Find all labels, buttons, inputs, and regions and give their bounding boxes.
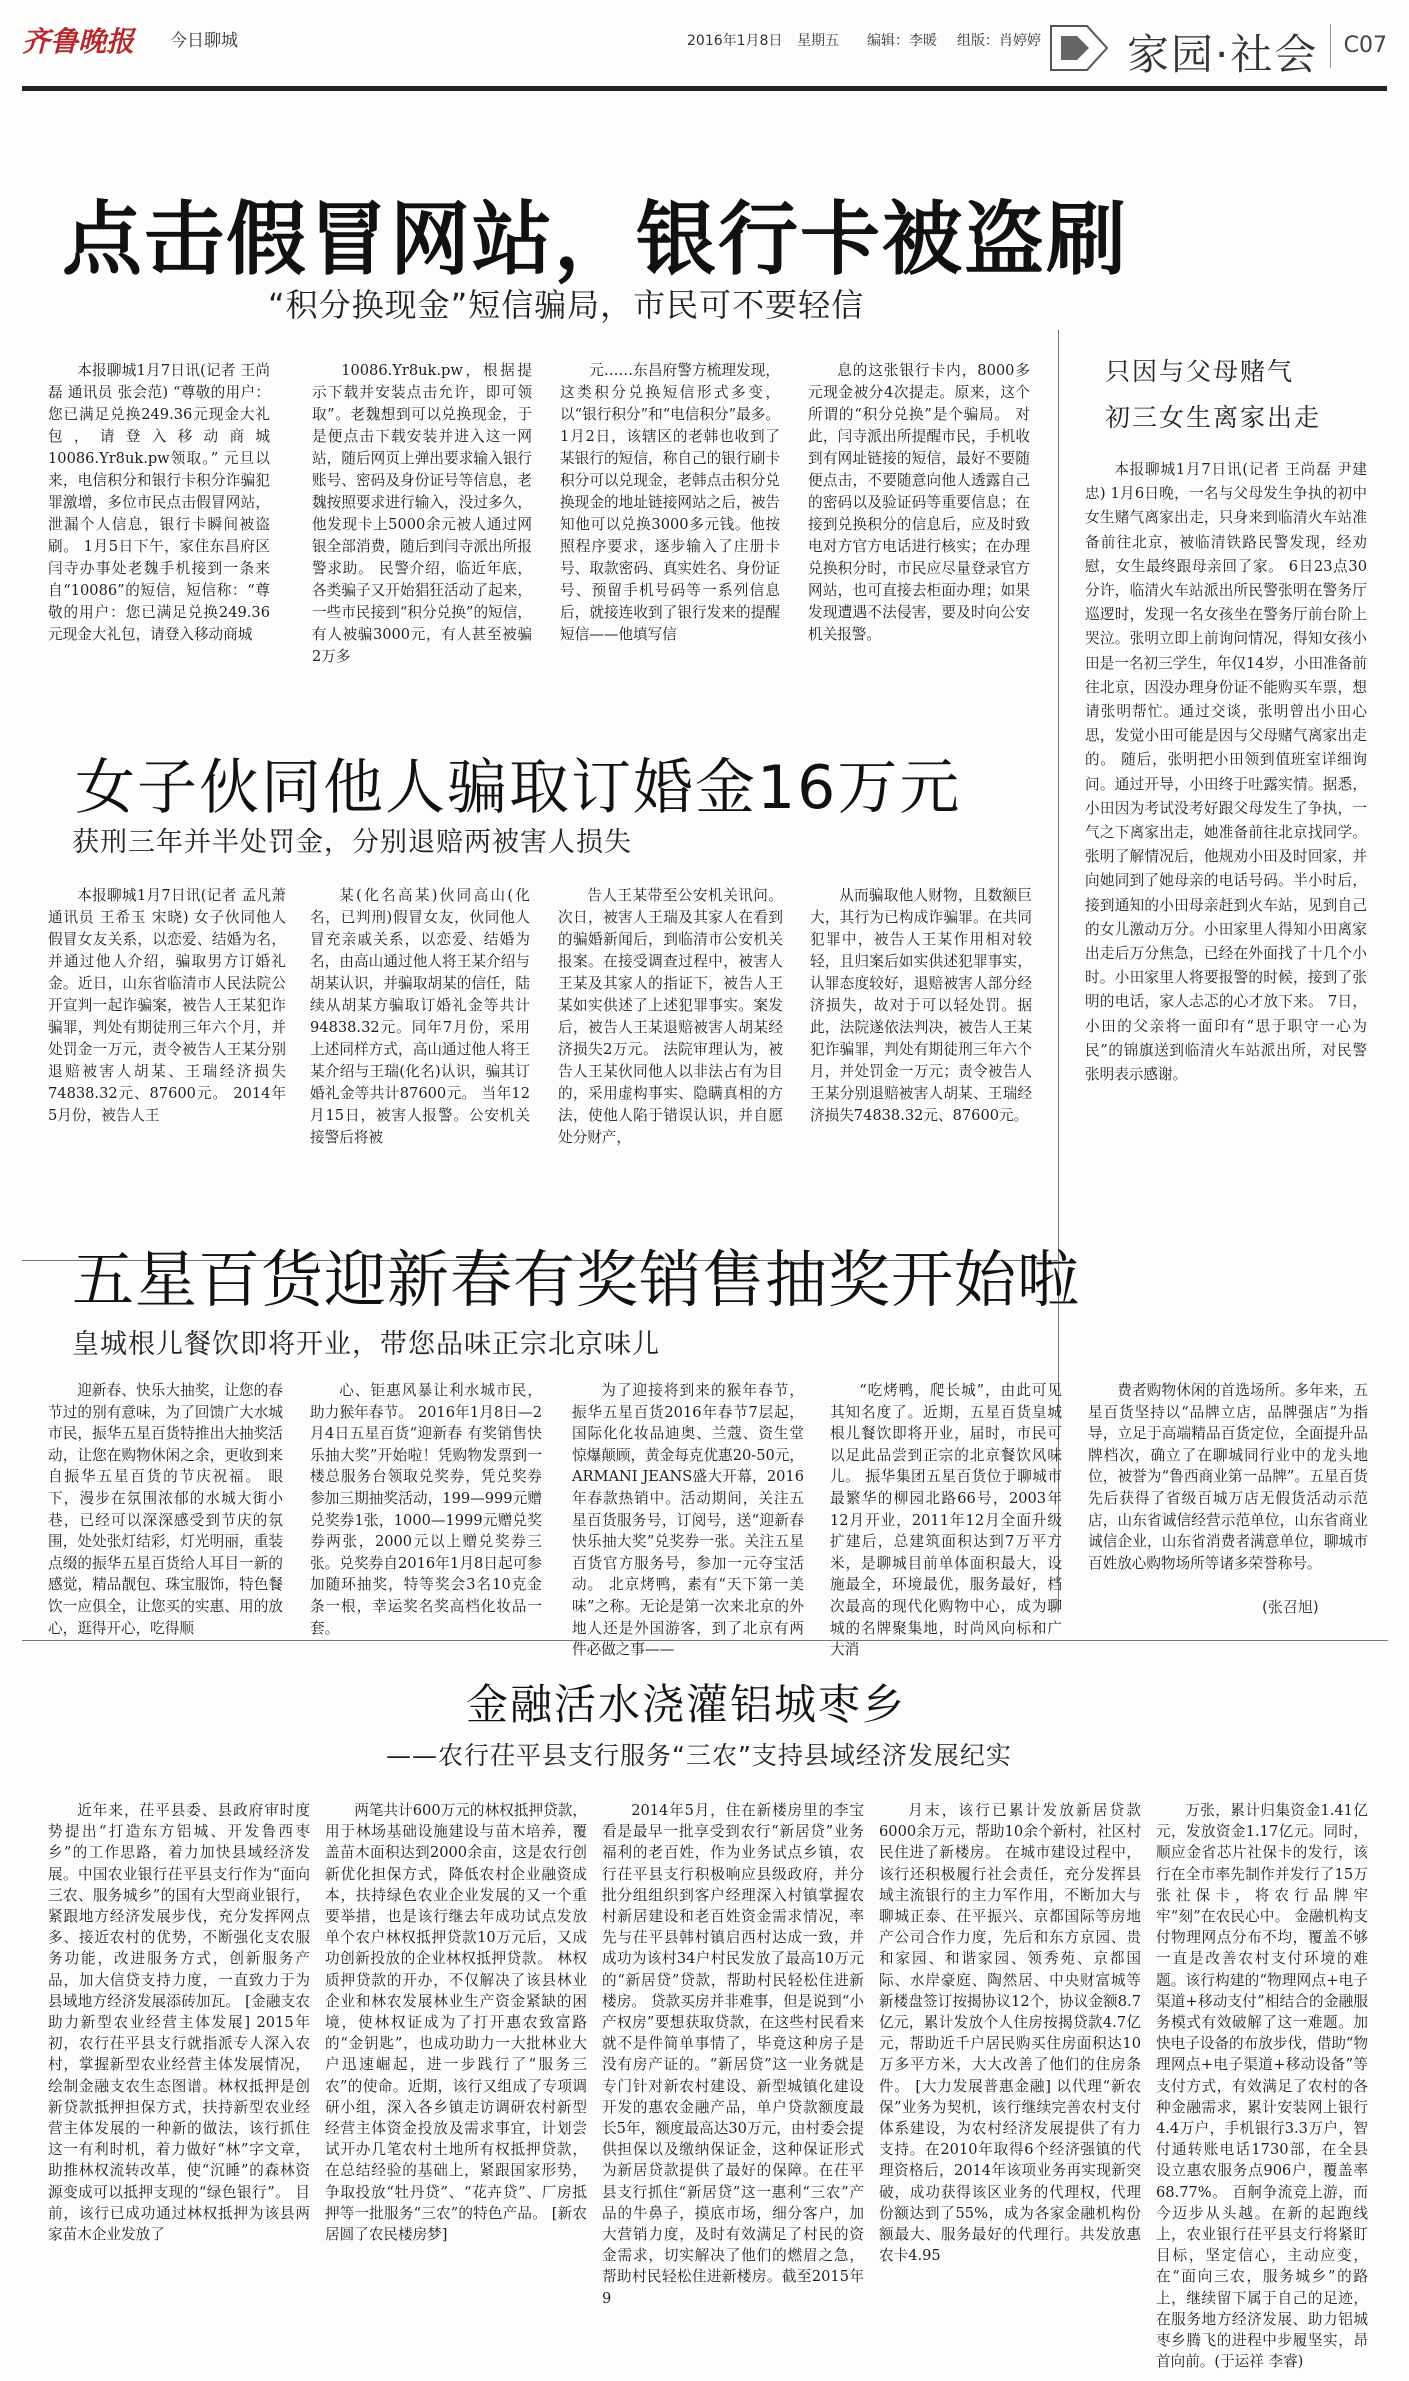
story1-column-3: 元……东昌府警方梳理发现，这类积分兑换短信形式多变，以“银行积分”和“电信积分”最多。 1月2日，该辖区的老韩也收到了某银行的短信，称自己的银行刷卡积分可以兑现金，老韩点击积分兑换现金的地址链接网站之后，被告知他可以兑换3000多元钱。他按照程序要求，逐步输入了庄册卡号、取款密码、真实姓名、身份证号、预留手机号码等一系列信息后，就接连收到了银行发来的提醒短信——他填写信	[560, 362, 780, 643]
story1-headline: 点击假冒网站，银行卡被盗刷	[62, 193, 1128, 286]
page-number: C07	[1330, 24, 1387, 68]
issue-weekday: 星期五	[797, 33, 839, 49]
story1-column-2: 10086.Yr8uk.pw，根据提示下载并安装点击允许，即可领取”。老魏想到可以兑换现金，于是便点击下载安装并进入这一网站，随后网页上弹出要求输入银行账号、密码及身份证号等信息，老魏按照要求进行输入，没过多久，他发现卡上5000余元被人通过网银全部消费，随后到闫寺派出所报警求助。 民警介绍，临近年底，各类骗子又开始猖狂活动了起来，一些市民接到“积分兑换”的短信，有人被骗3000元，有人甚至被骗2万多	[312, 362, 532, 665]
story2-subheadline: 获刑三年并半处罚金，分别退赔两被害人损失	[72, 827, 632, 858]
story1-column-1: 本报聊城1月7日讯(记者 王尚磊 通讯员 张会范) “尊敬的用户：您已满足兑换249.36元现金大礼包，请登入移动商城10086.Yr8uk.pw领取。” 元旦以来，电信积分和银行卡积分诈骗犯罪激增，多位市民点击假冒网站，泄漏个人信息，银行卡瞬间被盗刷。 1月5日下午，家住东昌府区闫寺办事处老魏手机接到一条来自“10086”的短信，短信称：“尊敬的用户：您已满足兑换249.36元现金大礼包，请登入移动商城	[48, 362, 270, 643]
masthead-rule	[22, 86, 1387, 91]
section-tag: 今日聊城	[170, 31, 238, 51]
section-title: 家园·社会	[1127, 30, 1319, 79]
sidebar-title-line1: 只因与父母赌气	[1105, 357, 1295, 386]
story1-subheadline: “积分换现金”短信骗局，市民可不要轻信	[268, 286, 865, 324]
story3-bottom-rule	[22, 1640, 1388, 1641]
editor-credit: 编辑：李暖	[867, 33, 937, 49]
issue-date: 2016年1月8日	[687, 33, 783, 49]
story1-column-4: 息的这张银行卡内，8000多元现金被分4次提走。原来，这个所谓的“积分兑换”是个骗局。 对此，闫寺派出所提醒市民，手机收到有网址链接的短信，最好不要随便点击，不要随意向他人透露自己的密码以及验证码等重要信息；在接到兑换积分的信息后，应及时致电对方官方电话进行核实；在办理兑换积分时，市民应尽量登录官方网站，也可直接去柜面办理；如果发现遭遇不法侵害，要及时向公安机关报警。	[808, 362, 1030, 643]
story4-column-4: 月末，该行已累计发放新居贷款6000余万元，帮助10余个新村，社区村民住进了新楼房。 在城市建设过程中，该行还积极履行社会责任，充分发挥县域主流银行的主力军作用，不断加大与聊城正泰、茌平振兴、京都国际等房地产公司合作力度，先后和东方京园、贵和家园、和谐家园、领秀苑、京都国际、水岸豪庭、陶然居、中央财富城等新楼盘签订按揭协议12个，协议金额8.7亿元，累计发放个人住房按揭贷款4.7亿元，帮助近千户居民购买住房面积达10万多平方米，大大改善了他们的住房条件。 [大力发展普惠金融] 以代理“新农保”业务为契机，该行继续完善农村支付体系建设，为农村经济发展提供了有力支持。在2010年取得6个经济强镇的代理资格后，2014年该项业务再实现新突破，成功获得该区业务的代理权，代理份额达到了55%，成为各家金融机构份额最大、服务最好的代理行。共发放惠农卡4.95	[879, 1802, 1141, 2265]
story4-column-3: 2014年5月，住在新楼房里的李宝看是最早一批享受到农行“新居贷”业务福利的老百姓，作为业务试点乡镇，农行茌平县支行积极响应县级政府，并分批分组组织到客户经理深入村镇掌握农村新居建设和老百姓资金需求情况，率先与茌平县韩村镇启西村达成一致，并成功为该村34户村民发放了最高10万元的“新居贷”贷款，帮助村民轻松住进新楼房。 贷款买房并非难事，但是说到“小产权房”要想获取贷款，在这些村民看来就不是件简单事情了，毕竟这种房子是没有房产证的。“新居贷”这一业务就是专门针对新农村建设、新型城镇化建设开发的惠农金融产品，单户贷款额度最长5年，额度最高达30万元，由村委会提供担保以及缴纳保证金，这种保证形式为新居贷款提供了最好的保障。在茌平县支行抓住“新居贷”这一惠利“三农”产品的牛鼻子，摸底市场，细分客户，加大营销力度，及时有效满足了村民的资金需求，切实解决了他们的燃眉之急，帮助村民轻松住进新楼房。截至2015年9	[602, 1802, 864, 2307]
story4-headline: 金融活水浇灌铝城枣乡	[466, 1680, 907, 1729]
story3-column-3: 为了迎接将到来的猴年春节，振华五星百货2016年春节7层起，国际化化妆品迪奥、兰蔻、资生堂惊爆颠顾，黄金每克优惠20-50元，ARMANI JEANS盛大开幕，2016年春款热销中。活动期间，关注五星百货服务号，订阅号，送“迎新春 快乐抽大奖”兑奖券一张。关注五星百货官方服务号，参加一元夺宝活动。 北京烤鸭，素有“天下第一美味”之称。无论是第一次来北京的外地人还是外国游客，到了北京有两件必做之事——	[572, 1382, 804, 1659]
story2-headline: 女子伙同他人骗取订婚金16万元	[75, 753, 962, 823]
sidebar-text: 本报聊城1月7日讯(记者 王尚磊 尹建忠) 1月6日晚，一名与父母发生争执的初中女生赌气离家出走，只身来到临清火车站准备前往北京，被临清铁路民警发现，经劝慰，女生最终跟母亲回了家。 6日23点30分许，临清火车站派出所民警张明在警务厅巡逻时，发现一名女孩坐在警务厅前台阶上哭泣。张明立即上前询问情况，得知女孩小田是一名初三学生，年仅14岁，小田准备前往北京，因没办理身份证不能购买车票，想请张明帮忙。通过交谈，张明曾出小田心思，发觉小田可能是因与父母赌气离家出走的。 随后，张明把小田领到值班室详细询问。通过开导，小田终于吐露实情。据悉，小田因为考试没考好跟父母发生了争执，一气之下离家出走，她准备前往北京找同学。张明了解情况后，他规劝小田及时回家，并向她同到了她母亲的电话号码。半小时后，接到通知的小田母亲赶到火车站，见到自己的女儿激动万分。小田家里人得知小田离家出走后万分焦急，已经在外面找了十几个小时。小田家里人将要报警的时候，接到了张明的电话，家人忐忑的心才放下来。 7日，小田的父亲将一面印有“思于职守一心为民”的锦旗送到临清火车站派出所，对民警张明表示感谢。	[1085, 461, 1367, 1084]
story4-column-5: 万张，累计归集资金1.41亿元，发放资金1.17亿元。同时，顺应金省芯片社保卡的发行，该行在全市率先制作并发行了15万张社保卡，将农行品牌牢牢“刻”在农民心中。 金融机构支付物理网点分布不均，覆盖不够一直是改善农村支付环境的难题。该行构建的“物理网点+电子渠道+移动支付”相结合的金融服务模式有效破解了这一难题。加快电子设备的布放步伐，借助“物理网点+电子渠道+移动设备”等支付方式，有效满足了农村的各种金融需求，累计安装网上银行4.4万户，手机银行3.3万户，智付通转账电话1730部，在全县设立惠农服务点906户，覆盖率68.77%。 百舸争流竞上游，而今迈步从头越。在新的起跑线上，农业银行茌平县支行将紧盯目标，坚定信心，主动应变，在“面向三农，服务城乡”的路上，继续留下属于自己的足迹，在服务地方经济发展、助力铝城枣乡腾飞的进程中步履坚实，昂首向前。(于运祥 李睿)	[1156, 1802, 1368, 2371]
story3-column-2: 心、钜惠风暴让利水城市民，助力猴年春节。 2016年1月8日—2月4日五星百货“迎新春 有奖销售快乐抽大奖”开始啦！凭购物发票到一楼总服务台领取兑奖券，凭兑奖券参加三期抽奖活动，199—999元赠兑奖券1张，1000—1999元赠兑奖券两张，2000元以上赠兑奖券三张。兑奖券自2016年1月8日起可参加随环抽奖，特等奖会3名10克金条一根，幸运奖名奖高档化妆品一套。	[310, 1382, 542, 1637]
story2-column-3: 告人王某带至公安机关讯问。次日，被害人王瑞及其家人在看到的骗婚新闻后，到临清市公安机关报案。在接受调查过程中，被害人王某及其家人的指证下，被告人王某如实供述了上述犯罪事实。案发后，被告人王某退赔被害人胡某经济损失2万元。 法院审理认为，被告人王某伙同他人以非法占有为目的，采用虚构事实、隐瞒真相的方法，使他人陷于错误认识，并自愿处分财产，	[558, 887, 783, 1146]
story3-column-4: “吃烤鸭，爬长城”，由此可见其知名度了。近期，五星百货皇城根儿餐饮即将开业，届时，市民可以足此品尝到正宗的北京餐饮风味儿。 振华集团五星百货位于聊城市最繁华的柳园北路66号，2003年12月开业，2011年12月全面升级扩建后，总建筑面积达到7万平方米，是聊城目前单体面积最大，设施最全，环境最优，服务最好，档次最高的现代化购物中心，成为聊城的名牌聚集地，时尚风向标和广大消	[830, 1382, 1062, 1659]
story2-column-2: 某(化名高某)伙同高山(化名，已判刑)假冒女友，伙同他人冒充亲戚关系，以恋爱、结婚为名，由高山通过他人将王某介绍与胡某认识，并骗取胡某的信任，陆续从胡某方骗取订婚礼金等共计94838.32元。同年7月份，采用上述同样方式，高山通过他人将王某介绍与王瑞(化名)认识，骗其订婚礼金等共计87600元。 当年12月15日，被害人报警。公安机关接警后将被	[310, 887, 530, 1146]
story4-column-2: 两笔共计600万元的林权抵押贷款，用于林场基础设施建设与苗木培养，覆盖苗木面积达到2000余亩，这是农行创新优化担保方式，降低农村企业融资成本，扶持绿色农业企业发展的又一个重要举措，也是该行继去年成功试点发放单个农户林权抵押贷款10万元后，又成功创新投放的企业林权抵押贷款。 林权质押贷款的开办，不仅解决了该县林业企业和林农发展林业生产资金紧缺的困境，使林权证成为了打开惠农致富路的“金钥匙”，也成功助力一大批林业大户迅速崛起，进一步践行了“服务三农”的使命。近期，该行又组成了专项调研小组，深入各乡镇走访调研农村新型经营主体资金投放及需求事宜，计划尝试开办几笔农村土地所有权抵押贷款，在总结经验的基础上，紧跟国家形势，争取投放“牡丹贷”、“花卉贷”、厂房抵押等一批服务“三农”的特色产品。 [新农居圆了农民楼房梦]	[325, 1802, 587, 2244]
story3-byline: (张召旭)	[1262, 1598, 1319, 1616]
story3-subheadline: 皇城根儿餐饮即将开业，带您品味正宗北京味儿	[72, 1329, 660, 1360]
story2-column-1: 本报聊城1月7日讯(记者 孟凡萧 通讯员 王希玉 宋晓) 女子伙同他人假冒女友关系，以恋爱、结婚为名，并通过他人介绍，骗取男方订婚礼金。近日，山东省临清市人民法院公开宣判一起诈骗案，被告人王某犯诈骗罪，判处有期徒刑三年六个月，并处罚金一万元，责令被告人王某分别退赔被害人胡某、王瑞经济损失74838.32元、87600元。 2014年5月份，被告人王	[48, 887, 286, 1124]
story3-column-1: 迎新春、快乐大抽奖，让您的春节过的别有意味，为了回馈广大水城市民，振华五星百货特推出大抽奖活动，让您在购物休闲之余，更收到来自振华五星百货的节庆祝福。 眼下，漫步在氛围浓郁的水城大街小巷，已经可以深深感受到节庆的氛围，处处张灯结彩，灯光明丽，重装点缀的振华五星百货给人耳目一新的感觉，精品靓包、珠宝服饰，特色餐饮一应俱全，让您买的实惠、用的放心，逛得开心，吃得顺	[48, 1382, 283, 1637]
story3-headline: 五星百货迎新春有奖销售抽奖开始啦	[72, 1243, 1081, 1316]
section-header	[1047, 16, 1387, 80]
masthead	[22, 16, 1387, 86]
story3-column-5: 费者购物休闲的首选场所。多年来，五星百货坚持以“品牌立店，品牌强店”为指导，立足于高端精品百货定位，全面提升品牌档次，确立了在聊城同行业中的龙头地位，被誉为“鲁西商业第一品牌”。五星百货先后获得了省级百城万店无假货活动示范店，山东省诚信经营示范单位，山东省商业诚信企业，山东省消费者满意单位，聊城市百姓放心购物场所等诸多荣誉称号。	[1088, 1382, 1368, 1572]
newspaper-brand: 齐鲁晚报	[22, 25, 135, 58]
story2-column-4: 从而骗取他人财物，且数额巨大，其行为已构成诈骗罪。在共同犯罪中，被告人王某作用相对较轻，且归案后如实供述犯罪事实，认罪态度较好，退赔被害人部分经济损失，故对于可以轻处罚。据此，法院遂依法判决，被告人王某犯诈骗罪，判处有期徒刑三年六个月，并处罚金一万元；责令被告人王某分别退赔被害人胡某、王瑞经济损失74838.32元、87600元。	[810, 887, 1032, 1124]
story4-subheadline: ——农行茌平县支行服务“三农”支持县域经济发展纪实	[386, 1741, 1012, 1770]
section-decoration-icon	[1047, 22, 1111, 74]
story4-column-1: 近年来，茌平县委、县政府审时度势提出“打造东方铝城、开发鲁西枣乡”的工作思路，着力加快县域经济发展。中国农业银行茌平县支行作为“面向三农、服务城乡”的国有大型商业银行，紧跟地方经济发展步伐，充分发挥网点多、接近农村的优势，不断强化支农服务功能，改进服务方式，创新服务产品，加大信贷支持力度，一直致力于为县域地方经济发展添砖加瓦。 [金融支农助力新型农业经营主体发展] 2015年初，农行茌平县支行就指派专人深入农村，掌握新型农业经营主体发展情况，绘制金融支农生态图谱。林权抵押是创新贷款抵押担保方式，扶持新型农业经营主体发展的一种新的做法，该行抓住这一有利时机，着力做好“林”字文章，助推林权流转改革，使“沉睡”的森林资源变成可以抵押支现的“绿色银行”。 目前，该行已成功通过林权抵押为该县两家苗木企业发放了	[48, 1802, 310, 2244]
sidebar-title-line2: 初三女生离家出走	[1105, 403, 1322, 432]
designer-credit: 组版：肖婷婷	[957, 33, 1041, 49]
